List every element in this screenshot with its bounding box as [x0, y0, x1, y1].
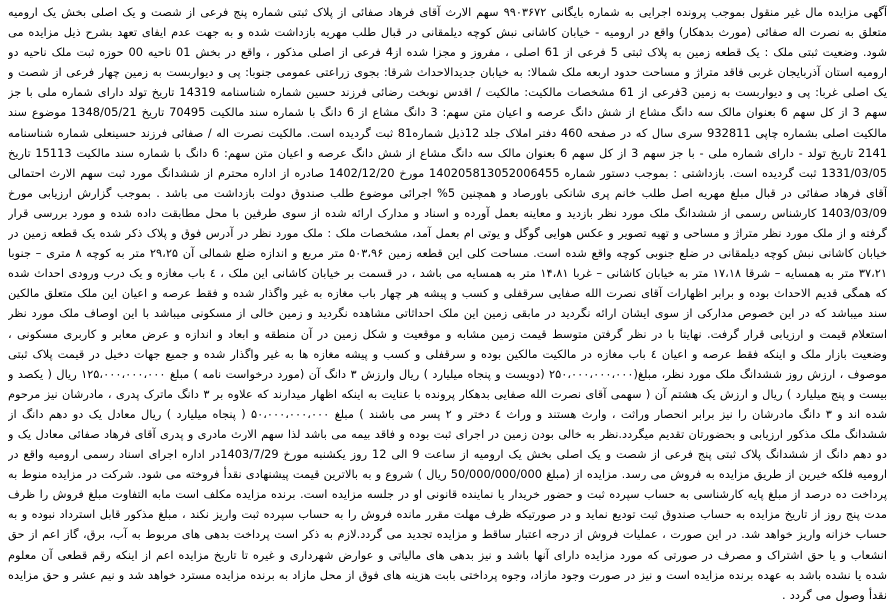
auction-notice-text: آگهی مزایده مال غیر منقول بموجب پرونده اجرایی به شماره بایگانی ۹۹۰۳۶۷۲ سهم الارث آقای فرهاد صفائی از پلاک ثبتی شماره پنج فرعی از شصت و یک اصلی بخش یک ارومیه متعلق به نصرت اله صفائی (مورث بدهکار) واقع در ارومیه - خیابان کاشانی نبش کوچه دیلمقانی در قبال طلب مهریه بازداشت شده و به جهت عدم ایفای تعهد بشرح ذیل مزایده می شود. وضعیت ثبتی ملک : یک قطعه زمین به پلاک ثبتی 5 فرعی از 61 اصلی ، مفروز و مجزا شده از4 فرعی از اصلی مذکور ، واقع در بخش 01 ناحیه 00 حوزه ثبت ملک ناحیه دو ارومیه استان آذربایجان غربی فاقد متراژ و مساحت حدود اربعه ملک شمالا: به خیابان جدیدالاحداث شرقا: بجوی زراعتی عمومی جنوبا: پی و دیواربست به زمین چهار فرعی از شصت و یک اصلی غربا: پی و دیواربست به زمین 3فرعی از 61 مشخصات مالکیت: مالکیت / اقدس نوبخت رضائی فرزند حسین شماره شناسنامه 14319 تاریخ تولد دارای شماره ملی با جز سهم 3 از کل سهم 6 بعنوان مالک سه دانگ مشاع از شش دانگ عرصه و اعیان متن سهم: 3 دانگ مشاع از 6 دانگ با شماره سند مالکیت 70495 تاریخ 1348/05/21 موضوع سند مالکیت اصلی بشماره چاپی 932811 سری سال که در صفحه 460 دفتر املاک جلد 12ذیل شماره81 ثبت گردیده است. مالکیت نصرت اله / صفائی فرزند حسینعلی شماره شناسنامه 2141 تاریخ تولد - دارای شماره ملی - با جز سهم 3 از کل سهم 6 بعنوان مالک سه دانگ مشاع از شش دانگ عرصه و اعیان متن سهم: 6 دانگ با شماره سند مالکیت 15113 تاریخ 1331/03/05 ثبت گردیده است. بازداشتی : بموجب دستور شماره 140205813052006455 مورخ 1402/12/20 صادره از اداره محترم از ششدانگ مورد ثبت سهم الارث احتمالی آقای فرهاد صفائی در قبال مبلغ مهریه اصل طلب خانم پری شانکی باورصاد و همچنین 5% اجرائی موضوع طلب صندوق دولت بازداشت می باشد . بموجب گزارش ارزیابی مورخ 1403/03/09 کارشناس رسمی از ششدانگ ملک مورد نظر بازدید و معاینه بعمل آورده و اسناد و مدارک ارائه شده از سوی طرفین با محل مطابقت داده شده و مورد بررسی قرار گرفته و از ملک مورد نظر متراژ و مساحی و تهیه تصویر و عکس هوایی گوگل و یوتی ام بعمل آمد، مشخصات ملک : ملک مورد نظر در آدرس فوق و پلاک ذکر شده یک قطعه زمین در خیابان کاشانی نبش کوچه دیلمقانی در ضلع جنوبی کوچه واقع شده است. مساحت کلی این قطعه زمین ۵۰۳،۹۶ متر مربع و اندازه ضلع شمالی آن ۲۹،۲۵ متر به کوچه ۸ متری – جنوبا ۳۷،۲۱ متر به همسایه – شرقا ۱۷،۱۸ متر به خیابان کاشانی – غربا ۱۴،۸۱ متر به همسایه می باشد ، در قسمت بر خیابان کاشانی این ملک ، ٤ باب مغازه و یک درب ورودی احداث شده که همگی قدیم الاحداث بوده و برابر اظهارات آقای نصرت الله صفایی سرقفلی و کسب و پیشه هر چهار باب مغازه به غیر واگذار شده و فقط عرصه و اعیان این ملک متعلق مالکین سند میباشد که در این خصوص مدارکی از سوی ایشان ارائه نگردید در مابقی زمین این ملک احداثاتی مشاهده نگردید و زمین خالی از مسکونی میباشد با این اوصاف ملک مورد نظر استعلام قیمت و ارزیابی قرار گرفت. نهایتا با در نظر گرفتن متوسط قیمت زمین مشابه و موقعیت و شکل زمین در آن منطقه و ابعاد و اندازه و عرض معابر و کاربری مسکونی ، وضعیت بازار ملک و اینکه فقط عرصه و اعیان ٤ باب مغازه در مالکیت مالکین بوده و سرقفلی و کسب و پیشه مغازه ها به غیر واگذار شده و جمیع جهات دخیل در قیمت پلاک ثبتی موصوف ، ارزش روز ششدانگ ملک مورد نظر، مبلغ(۲۵۰،۰۰۰،۰۰۰،۰۰۰ (دویست و پنجاه میلیارد ) ریال وارزش ۳ دانگ آن (مورد درخواست نامه ) مبلغ ۱۲۵،۰۰۰،۰۰۰،۰۰۰ ریال ( یکصد و بیست و پنج میلیارد ) ریال و ارزش یک هشتم آن ( سهمی آقای نصرت الله صفایی بدهکار پرونده با عنایت به اینکه اظهار میدارند که علاوه بر ۳ دانگ ماترک پدری ، مادرشان نیز مرحوم شده اند و ۳ دانگ مادرشان را نیز برابر انحصار وراثت ، وارث هستند و وراث ٤ دختر و ۲ پسر می باشند ) مبلغ ۵۰،۰۰۰،۰۰۰،۰۰۰ ( پنجاه میلیارد ) ریال معادل یک دو دهم دانگ از ششدانگ ملک مذکور ارزیابی و بحضورتان تقدیم میگردد.نظر به خالی بودن زمین در اجرای ثبت بوده و فاقد بیمه می باشد لذا سهم الارث مادری و پدری آقای فرهاد صفائی معادل یک و دو دهم دانگ از ششدانگ پلاک ثبتی پنج فرعی از شصت و یک اصلی بخش یک ارومیه از ساعت 9 الی 12 روز یکشنبه مورخ 1403/7/29در اداره اجرای اسناد رسمی ارومیه واقع در ارومیه فلکه خیرین از طریق مزایده به فروش می رسد. مزایده از (مبلغ 50/000/000/000 ریال ) شروع و به بالاترین قیمت پیشنهادی نقدأ فروخته می شود. شرکت در مزایده منوط به پرداخت ده درصد از مبلغ پایه کارشناسی به حساب سپرده ثبت و حضور خریدار یا نماینده قانونی او در جلسه مزایده است. برنده مزایده مکلف است مابه التفاوت مبلغ فروش را ظرف مدت پنج روز از تاریخ مزایده به حساب صندوق ثبت تودیع نماید و در صورتیکه ظرف مهلت مقرر مانده فروش را به حساب سپرده ثبت واریز نکند ، مبلغ مذکور قابل استرداد نبوده و به حساب خزانه واریز خواهد شد. در این صورت ، عملیات فروش از درجه اعتبار ساقط و مزایده تجدید می گردد.لازم به ذکر است پرداخت بدهی های مربوط به آب، برق، گاز اعم از حق انشعاب و یا حق اشتراک و مصرف در صورتی که مورد مزایده دارای آنها باشد و نیز بدهی های مالیاتی و عوارض شهرداری و غیره تا تاریخ مزایده اعم از اینکه رقم قطعی آن معلوم شده یا نشده باشد به عهده برنده مزایده است و نیز در صورت وجود مازاد، وجوه پرداختی بابت هزینه های فوق از محل مازاد به برنده مزایده مسترد خواهد شد و نیم عشر و حق مزایده نقدأ وصول می گردد . [8, 5, 887, 602]
